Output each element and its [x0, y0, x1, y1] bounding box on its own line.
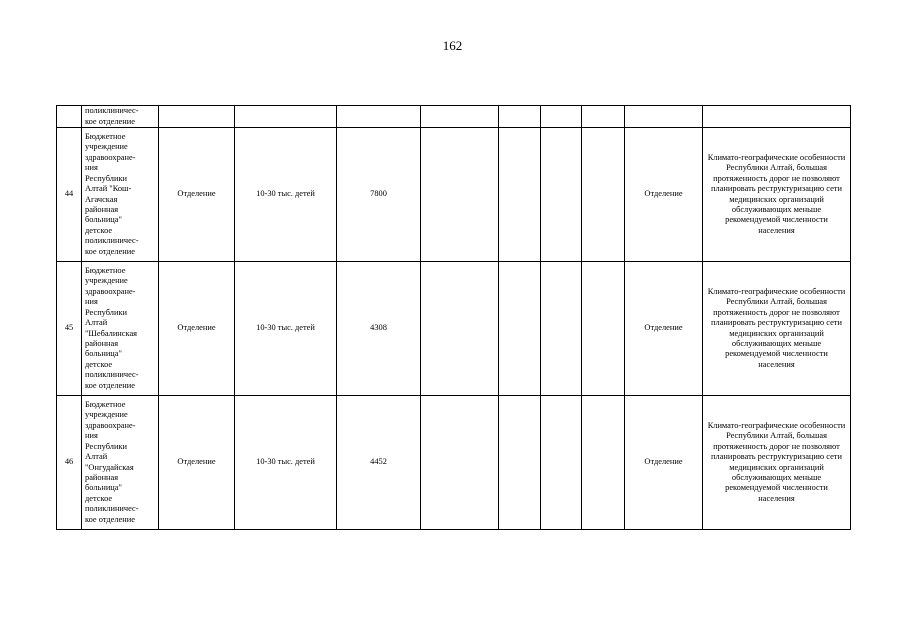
cell-empty — [421, 396, 499, 530]
name-line: кое отделение — [85, 380, 135, 390]
cell-empty — [235, 106, 337, 128]
cell-empty — [541, 128, 582, 262]
cell-empty — [421, 262, 499, 396]
name-line: здравоохране- — [85, 152, 136, 162]
cell-note: Климато-географические особенности Республики Алтай, большая протяженность дорог не позволяют планировать реструктуризацию сети медицинских организаций обслуживающих меньше рекомендуемой численности населения — [703, 262, 851, 396]
table-row — [57, 262, 851, 396]
cell-type: Отделение — [159, 396, 235, 530]
name-line: Алтай "Кош- — [85, 184, 132, 194]
name-line: Республики — [85, 307, 128, 317]
name-line: Бюджетное — [85, 266, 126, 276]
name-line: Алтай — [85, 452, 108, 462]
name-line: районная — [85, 472, 119, 482]
name-line: здравоохране- — [85, 286, 136, 296]
cell-decision: Отделение — [625, 396, 703, 530]
table-row — [57, 128, 851, 262]
facilities-table — [56, 105, 851, 530]
cell-note: Климато-географические особенности Республики Алтай, большая протяженность дорог не позволяют планировать реструктуризацию сети медицинских организаций обслуживающих меньше рекомендуемой численности населения — [703, 396, 851, 530]
cell-decision: Отделение — [625, 128, 703, 262]
cell-population: 4308 — [337, 262, 421, 396]
cell-facility-name — [82, 128, 159, 262]
name-line: Алтай — [85, 318, 108, 328]
cell-num — [57, 106, 82, 128]
name-line: поликлиничес- — [85, 236, 139, 246]
cell-empty — [499, 262, 541, 396]
cell-category: 10-30 тыс. детей — [235, 396, 337, 530]
name-line: больница" — [85, 483, 122, 493]
table-row — [57, 396, 851, 530]
cell-empty — [159, 106, 235, 128]
name-line: кое отделение — [85, 246, 135, 256]
cell-empty — [582, 396, 625, 530]
name-line: Агачская — [85, 194, 118, 204]
name-line: поликлиничес- — [85, 370, 139, 380]
cell-num: 45 — [57, 262, 82, 396]
cell-type: Отделение — [159, 262, 235, 396]
cell-empty — [421, 128, 499, 262]
name-line: учреждение — [85, 142, 128, 152]
name-line: учреждение — [85, 410, 128, 420]
name-line: учреждение — [85, 276, 128, 286]
cell-empty — [499, 106, 541, 128]
cell-empty — [541, 106, 582, 128]
name-line: Республики — [85, 173, 128, 183]
cell-empty — [582, 128, 625, 262]
cell-note: Климато-географические особенности Республики Алтай, большая протяженность дорог не позволяют планировать реструктуризацию сети медицинских организаций обслуживающих меньше рекомендуемой численности населения — [703, 128, 851, 262]
name-line: больница" — [85, 215, 122, 225]
name-line: "Онгудайская — [85, 462, 134, 472]
cell-empty — [582, 262, 625, 396]
cell-empty — [625, 106, 703, 128]
cell-empty — [499, 396, 541, 530]
name-line: "Шебалинская — [85, 328, 138, 338]
name-line: районная — [85, 338, 119, 348]
cell-population: 4452 — [337, 396, 421, 530]
name-line: кое отделение — [85, 514, 135, 524]
name-line: детское — [85, 493, 113, 503]
cell-empty — [421, 106, 499, 128]
name-line: кое отделение — [85, 116, 135, 126]
name-line: больница" — [85, 349, 122, 359]
name-line: поликлиничес- — [85, 106, 139, 116]
cell-type: Отделение — [159, 128, 235, 262]
name-line: поликлиничес- — [85, 504, 139, 514]
cell-num: 44 — [57, 128, 82, 262]
cell-category: 10-30 тыс. детей — [235, 128, 337, 262]
name-line: детское — [85, 225, 113, 235]
cell-num: 46 — [57, 396, 82, 530]
name-line: детское — [85, 359, 113, 369]
cell-empty — [703, 106, 851, 128]
name-line: Бюджетное — [85, 132, 126, 142]
cell-facility-name — [82, 396, 159, 530]
name-line: ния — [85, 297, 98, 307]
cell-category: 10-30 тыс. детей — [235, 262, 337, 396]
cell-empty — [541, 262, 582, 396]
cell-empty — [582, 106, 625, 128]
name-line: здравоохране- — [85, 420, 136, 430]
cell-decision: Отделение — [625, 262, 703, 396]
cell-facility-name — [82, 106, 159, 128]
name-line: Бюджетное — [85, 400, 126, 410]
cell-empty — [337, 106, 421, 128]
cell-facility-name — [82, 262, 159, 396]
name-line: районная — [85, 204, 119, 214]
table-row-continuation — [57, 106, 851, 128]
page-number: 162 — [442, 38, 463, 53]
name-line: ния — [85, 431, 98, 441]
name-line: ния — [85, 163, 98, 173]
cell-population: 7800 — [337, 128, 421, 262]
cell-empty — [499, 128, 541, 262]
cell-empty — [541, 396, 582, 530]
name-line: Республики — [85, 441, 128, 451]
